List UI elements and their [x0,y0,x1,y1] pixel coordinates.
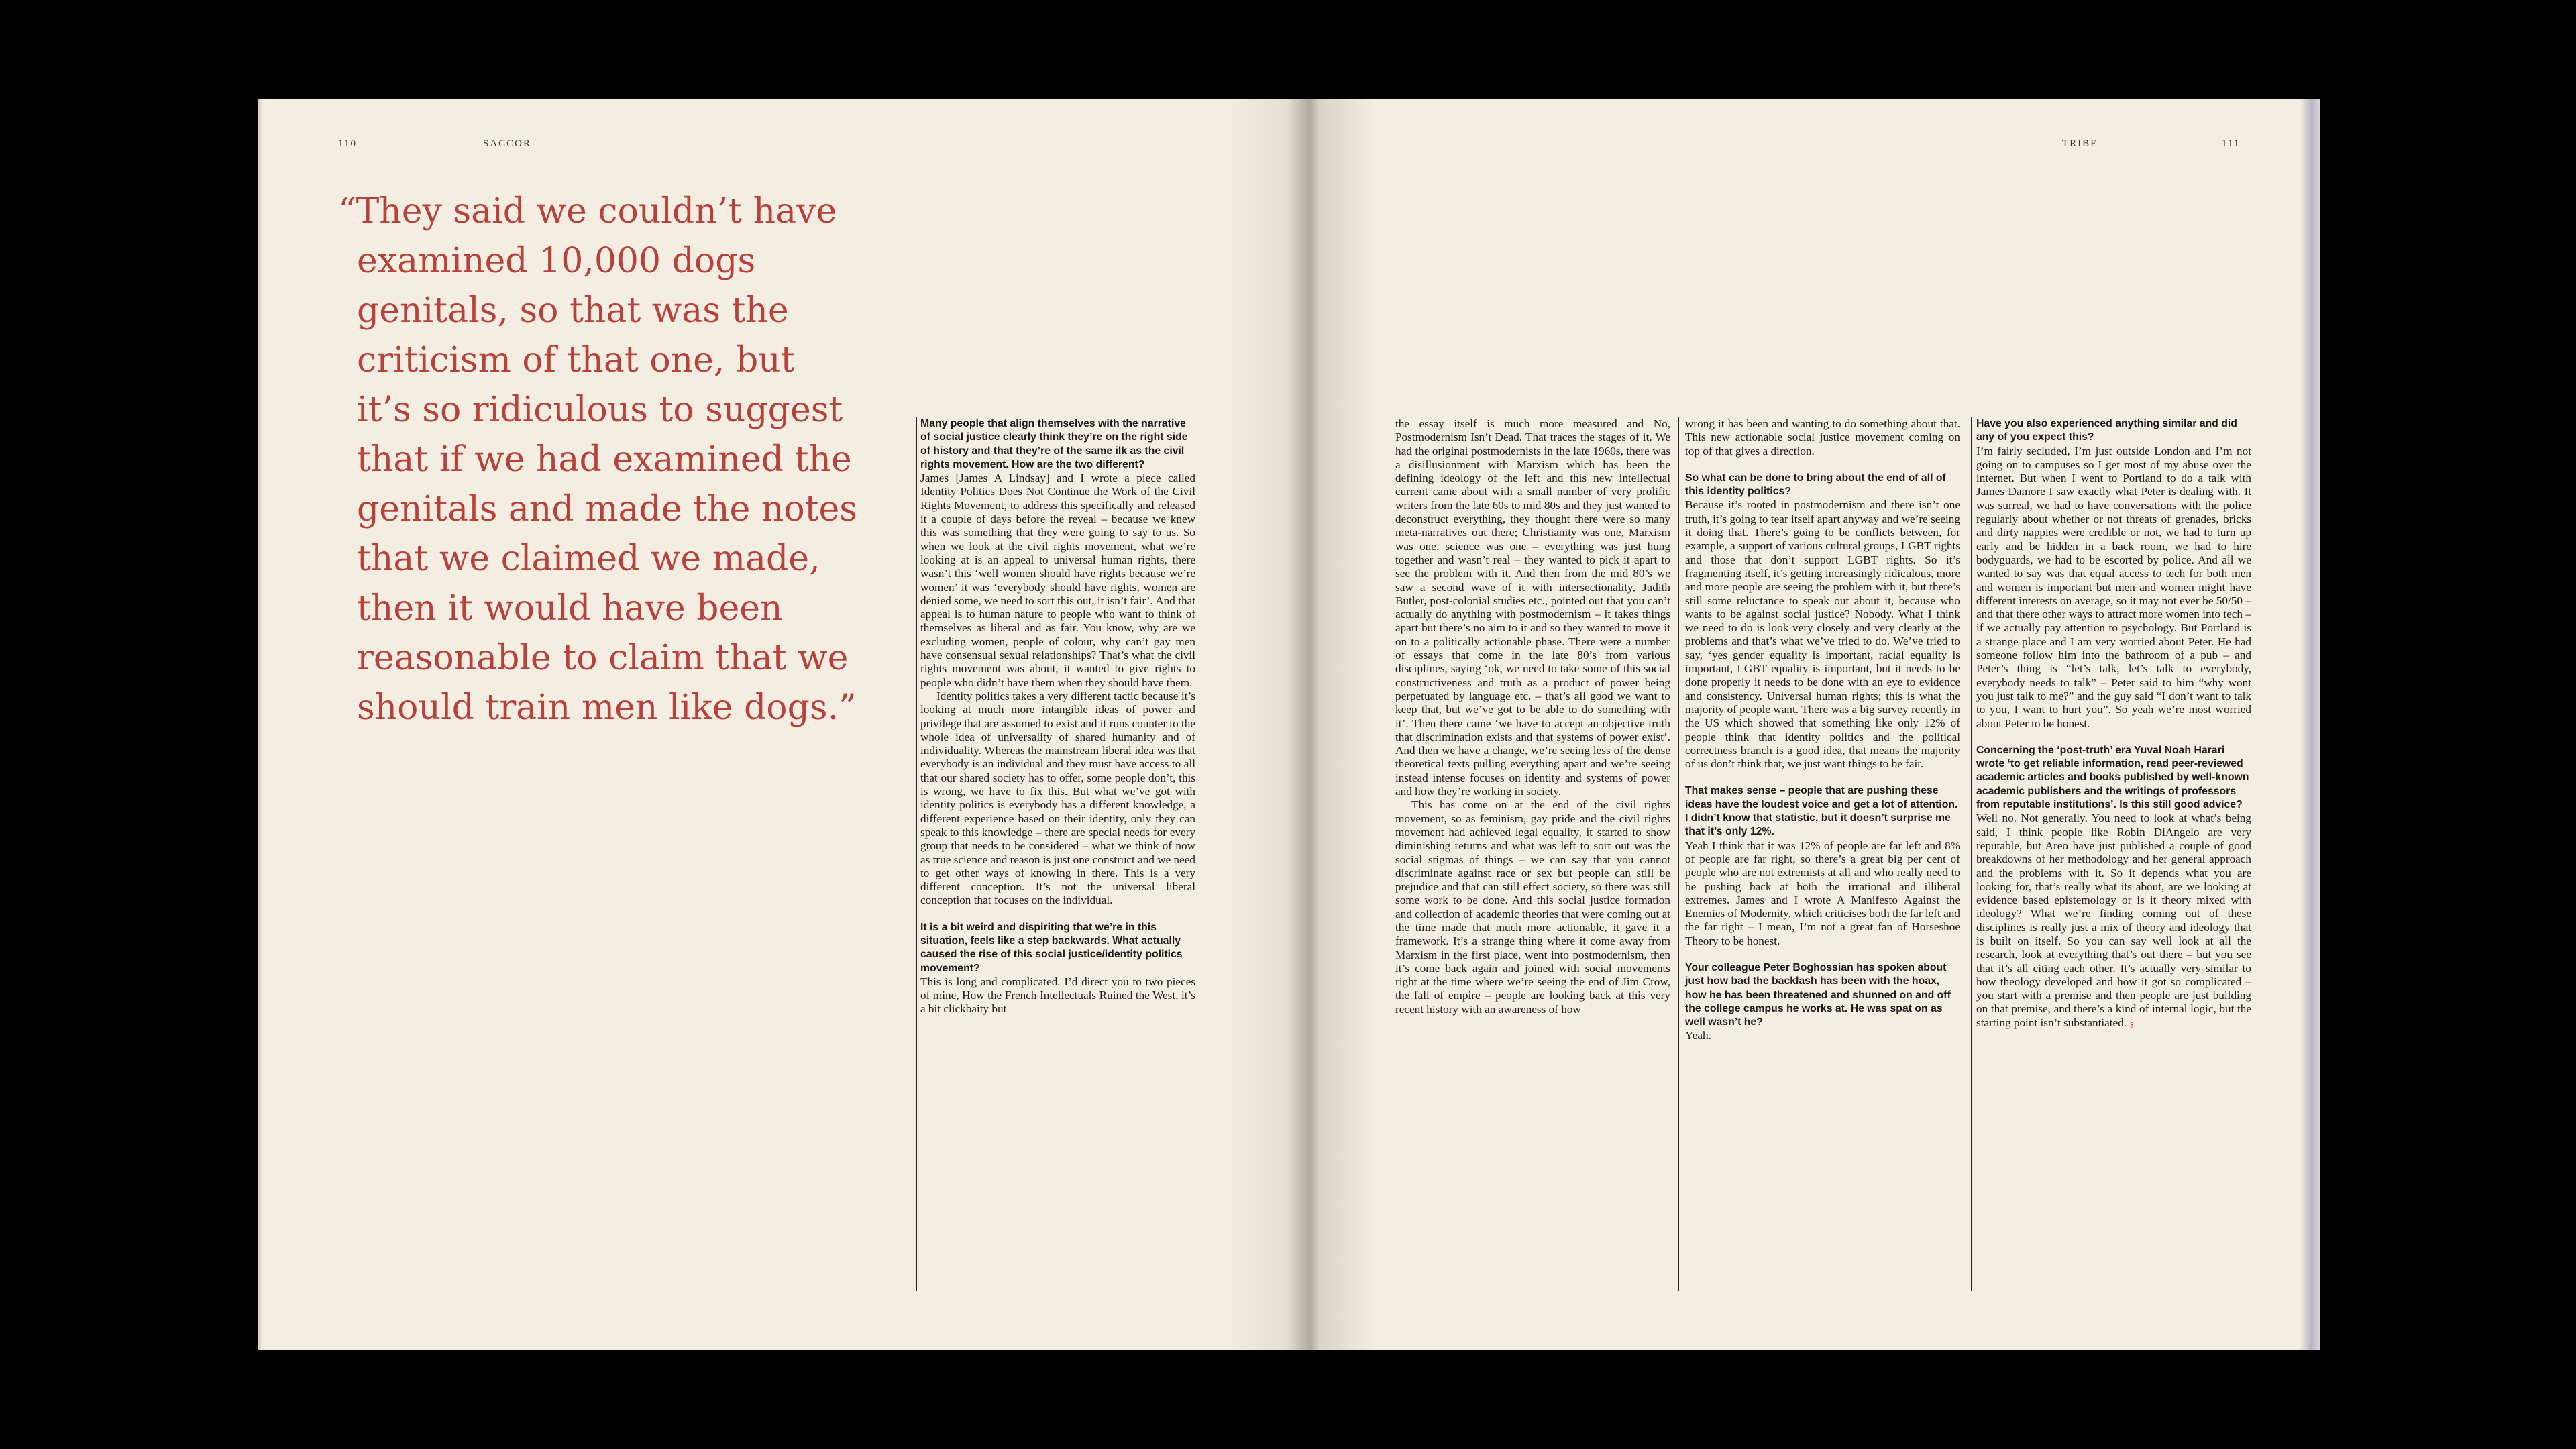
pull-quote-line: genitals, so that was the [357,290,789,331]
pull-quote-line: then it would have been [357,588,783,629]
spine-gutter-shadow [1228,99,1375,1350]
left-page-edge [258,99,263,1350]
answer-paragraph: This has come on at the end of the civil rights movement, so as feminism, gay pride and the civil rights movement had achieved legal equality, it started to show diminishing returns and what was left to sort out was the social stigmas of things – we can say that you cannot discriminate against race or sex but people can still be prejudice and that can still effect society, so there was still some work to be done. And this social justice formation and collection of academic theories that were coming out at the time made that much more actionable, it gave it a framework. It’s a strange thing where it come away from Marxism in the first place, went into postmodernism, then it’s come back again and joined with social movements right at the time where we’re seeing the end of Jim Crow, the fall of empire – people are looking back at this very recent history with an awareness of how [1395,798,1670,1016]
answer-paragraph: wrong it has been and wanting to do something about that. This new actionable social justice movement coming on top of that gives a direction. [1685,417,1960,458]
interview-question: So what can be done to bring about the end of all of this identity politics? [1685,472,1946,498]
pull-quote-line: reasonable to claim that we [357,638,849,678]
interview-question: That makes sense – people that are pushing these ideas have the loudest voice and get a lot of attention. I didn’t know that statistic, but it doesn’t surprise me that it’s only 12%. [1685,785,1958,838]
answer-paragraph: Yeah. [1685,1029,1711,1042]
interview-question: Your colleague Peter Boghossian has spoken about just how bad the backlash has been with the hoax, how he has been threatened and shunned on and off the college campus he works at. He was spat on as well wasn’t he? [1685,961,1951,1028]
answer-text: Well no. Not generally. You need to look at what’s being said, I think people like Robin DiAngelo are very reputable, but Areo have just published a couple of good breakdowns of her methodology and her general approach and the problems with it. So it depends what you are looking for, that’s really what its about, are we looking at evidence based epistemology or is it theory mixed with ideology? What we’re finding coming out of these disciplines is really just a mix of theory and ideology that is built on itself. So you can say well look at all the research, look at everything that’s out there – but you see that it’s all citing each other. It’s actually very similar to how theology developed and how it got so complicated – you start with a premise and then people are just building on that premise, and there’s a kind of internal logic, but the starting point isn’t substantiated. [1976,812,2251,1029]
pull-quote-line: “They said we couldn’t have [338,191,837,231]
article-column-1 [920,417,1195,1016]
pull-quote-line: it’s so ridiculous to suggest [357,390,843,430]
interview-question: Concerning the ‘post-truth’ era Yuval Noah Harari wrote ‘to get reliable information, read peer-reviewed academic articles and books published by well-known academic publishers and the writings of professors from reputable institutions’. Is this still good advice? [1976,744,2249,811]
interview-question: Many people that align themselves with the narrative of social justice clearly think they’re on the right side of history and that they’re of the same ilk as the civil rights movement. How are the two different? [920,418,1188,470]
answer-paragraph: Because it’s rooted in postmodernism and there isn’t one truth, it’s going to tear itself apart anyway and we’re seeing it doing that. There’s going to be conflicts between, for example, a support of various cultural groups, LGBT rights and those that don’t support LGBT rights. So it’s fragmenting itself, it’s getting increasingly ridiculous, more and more people are seeing the problem with it, but there’s still some reluctance to speak out about it, because who wants to be against social justice? Nobody. What I think we need to do is look very closely and very clearly at the problems and that’s what we’ve tried to do. We’ve tried to say, ‘yes gender equality is important, racial equality is important, LGBT equality is important, but it needs to be done properly it needs to be done with an eye to evidence and consistency. Universal human rights; this is what the majority of people want. There was a big survey recently in the US which showed that something like only 12% of people think that identity politics and the political correctness branch is a good idea, that means the majority of us don’t think that, we just want things to be fair. [1685,498,1960,771]
column-rule [916,417,917,1291]
answer-paragraph: James [James A Lindsay] and I wrote a piece called Identity Politics Does Not Continue the Work of the Civil Rights Movement, to address this specifically and released it a couple of days before the reveal – because we knew this was something that they were going to say to us. So when we look at the civil rights movement, what we’re looking at is an appeal to universal human rights, there wasn’t this ‘well women should have rights because we’re women’ it was ‘everybody should have rights, women are denied some, we need to sort this out, it isn’t fair’. And that appeal is to human nature to people who want to think of themselves as liberal and as fair. You know, why are we excluding women, people of colour, why can’t gay men have consensual sexual relationships? That’s what the civil rights movement was about, it wanted to give rights to people who didn’t have them when they should have them. [920,472,1195,689]
answer-paragraph: the essay itself is much more measured and No, Postmodernism Isn’t Dead. That traces the stages of it. We had the original postmodernists in the late 1960s, there was a disillusionment with Marxism which has been the defining ideology of the left and this new intellectual current came about with a small number of very prolific writers from the late 60s to mid 80s and they just wanted to deconstruct everything, they thought there were so many meta-narratives out there; Christianity was one, Marxism was one, science was one – everything was just hung together and wasn’t real – they wanted to pick it apart to see the problem with it. And then from the mid 80’s we saw a second wave of it with intersectionality, Judith Butler, post-colonial studies etc., pointed out that you can’t actually do anything with postmodernism – it takes things apart but there’s no aim to it and so they wanted to move it on to a politically actionable phase. There were a number of essays that come in the late 80’s from various disciplines, saying ‘ok, we need to take some of this social constructiveness and truth as a product of power being perpetuated by language etc. – that’s all good we want to keep that, but we’ve got to be able to do something with it’. Then there came ‘we have to accept an objective truth that discrimination exists and that systems of power exist’. And then we have a change, we’re seeing less of the dense theoretical texts pulling everything apart and we’re seeing instead intense focuses on identity and systems of power and how they’re working in society. [1395,417,1670,798]
pull-quote-line: that if we had examined the [357,439,852,480]
pull-quote-line: that we claimed we made, [357,539,820,579]
pull-quote-line: genitals and made the notes [357,489,857,529]
interview-question: Have you also experienced anything similar and did any of you expect this? [1976,418,2237,443]
right-page-number: 111 [2222,138,2241,149]
right-section-title: TRIBE [2062,138,2098,149]
column-rule [1678,417,1679,1291]
interview-question: It is a bit weird and dispiriting that we’re in this situation, feels like a step backwards. What actually caused the rise of this social justice/identity politics movement? [920,921,1183,974]
answer-paragraph: I’m fairly secluded, I’m just outside London and I’m not going on to campuses so I get most of my abuse over the internet. But when I went to Portland to do a talk with James Damore I saw exactly what Peter is dealing with. It was surreal, we had to have conversations with the police regularly about whether or not threats of grenades, bricks and dirty nappies were credible or not, we had to turn up early and be hidden in a back room, we had to hire bodyguards, we had to be escorted by police. And all we wanted to say was that equal access to tech for both men and women is important but men and women might have different interests on average, so it may not ever be 50/50 – and that there other ways to attract more women into tech – if we actually pay attention to psychology. But Portland is a strange place and I am very worried about Peter. He had someone follow him into the bathroom of a pub – and Peter’s thing is “let’s talk, let’s talk to everybody, everybody needs to talk” – Peter said to him “why wont you just talk to me?” and the guy said “I don’t want to talk to you, I want to hurt you”. So yeah we’re most worried about Peter to be honest. [1976,444,2251,730]
pull-quote [338,186,888,733]
article-column-2 [1395,417,1670,1016]
answer-paragraph [1976,812,2251,1031]
pull-quote-line: should train men like dogs.” [357,688,857,728]
article-end-mark: § [2129,1018,2135,1029]
answer-paragraph: Identity politics takes a very different tactic because it’s looking at much more intangible ideas of power and privilege that are assumed to exist and it runs counter to the whole idea of universality of shared humanity and of individuality. Whereas the mainstream liberal idea was that everybody is an individual and they must have access to all that our shared society has to offer, some people don’t, this is wrong, we have to fix this. But what we’ve got with identity politics is everybody has a different knowledge, a different experience based on their identity, only they can speak to this knowledge – there are special needs for every group that needs to be considered – what we think of now as true science and reason is just one construct and we need to get other ways of knowing in there. This is a very different conception. It’s not the universal liberal conception that focuses on the individual. [920,689,1195,907]
left-section-title: SACCOR [483,138,532,149]
article-column-3 [1685,417,1960,1043]
article-column-4 [1976,417,2251,1031]
pull-quote-line: criticism of that one, but [357,340,795,380]
answer-paragraph: This is long and complicated. I’d direct you to two pieces of mine, How the French Intellectuals Ruined the West, it’s a bit clickbaity but [920,975,1195,1016]
column-rule [1971,417,1972,1291]
answer-paragraph: Yeah I think that it was 12% of people are far left and 8% of people are far right, so there’s a great big per cent of people who are not extremists at all and who really need to be pushing back at both the irrational and illiberal extremes. James and I wrote A Manifesto Against the Enemies of Modernity, which criticises both the far left and the far right – I mean, I’m not a great fan of Horseshoe Theory to be honest. [1685,839,1960,947]
pull-quote-line: examined 10,000 dogs [357,241,756,281]
right-page-edge [2301,99,2320,1350]
left-page-number: 110 [338,138,357,149]
